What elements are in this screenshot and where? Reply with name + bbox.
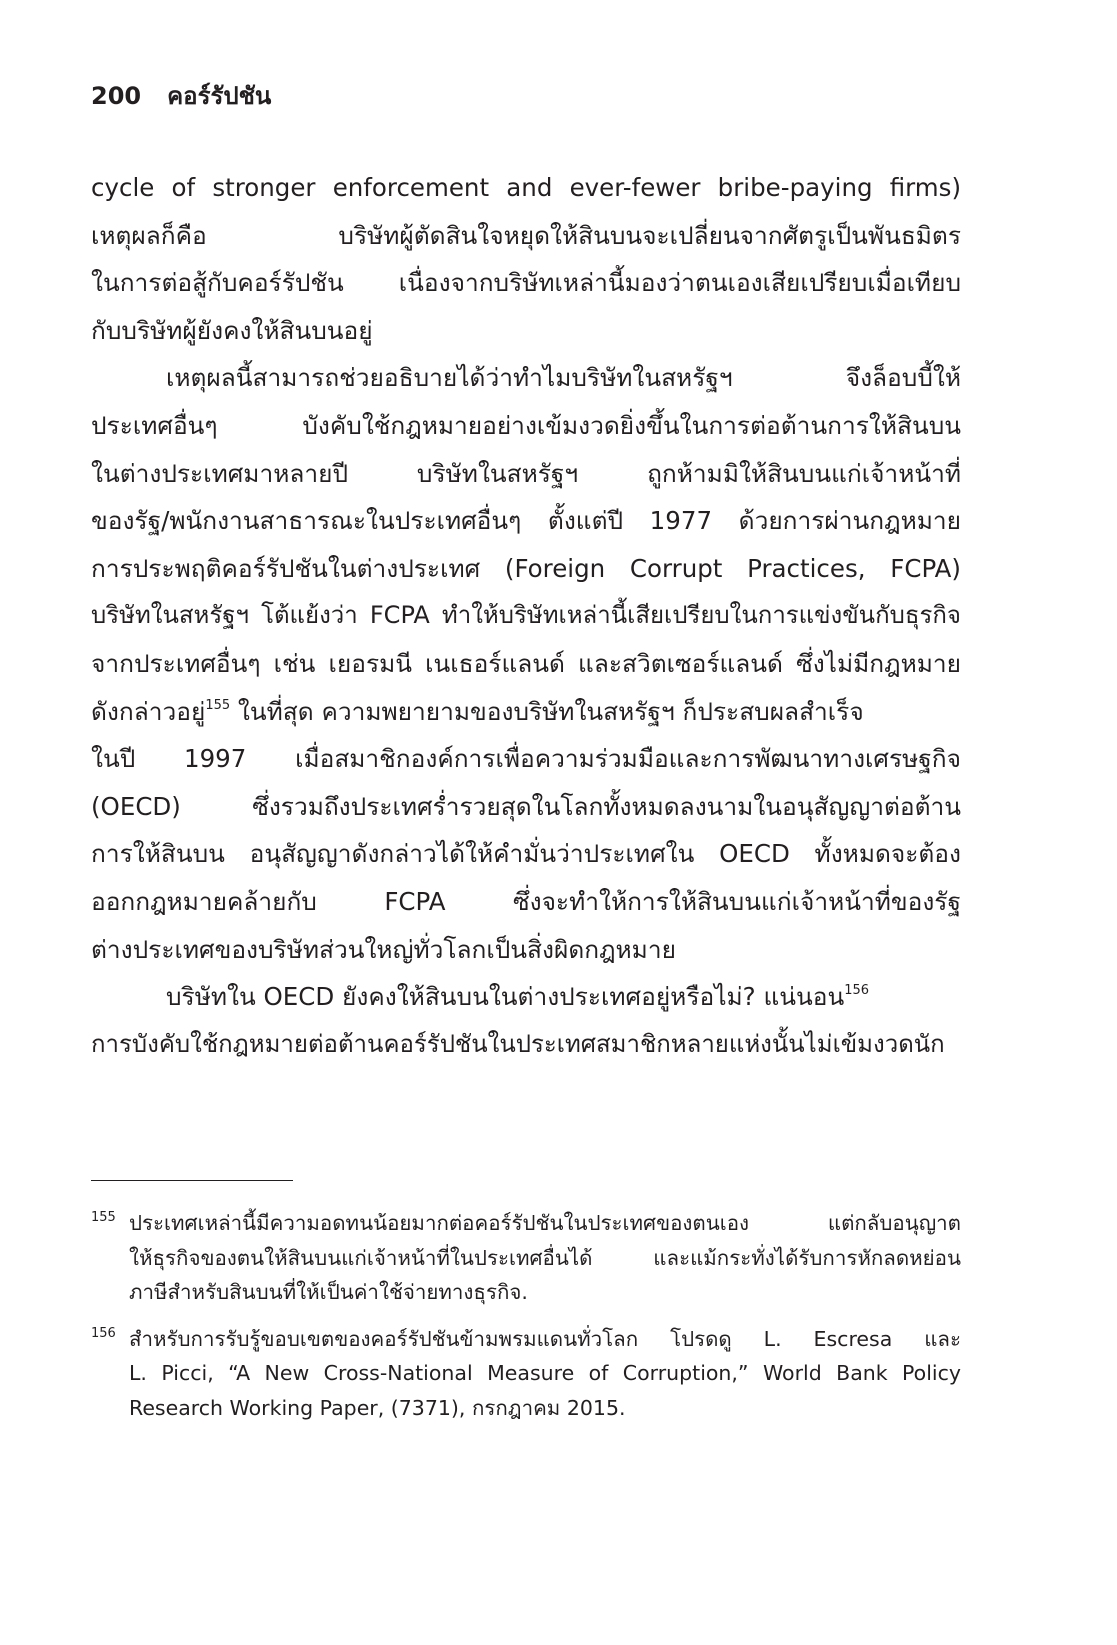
body-line: ในการต่อสู้กับคอร์รัปชัน เนื่องจากบริษัทเหล่านี้มองว่าตนเองเสียเปรียบเมื่อเทียบ: [91, 268, 961, 298]
footnotes: [91, 1206, 961, 1437]
body-line: ของรัฐ/พนักงานสาธารณะในประเทศอื่นๆ ตั้งแต่ปี 1977 ด้วยการผ่านกฎหมาย: [91, 506, 961, 536]
running-title: คอร์รัปชัน: [167, 82, 272, 110]
body-line: การบังคับใช้กฎหมายต่อต้านคอร์รัปชันในประเทศสมาชิกหลายแห่งนั้นไม่เข้มงวดนัก: [91, 1029, 945, 1058]
body-line: [91, 973, 961, 1021]
footnote-line: สำหรับการรับรู้ขอบเขตของคอร์รัปชันข้ามพรมแดนทั่วโลก โปรดดู L. Escresa และ: [129, 1326, 961, 1351]
body-line: กับบริษัทผู้ยังคงให้สินบนอยู่: [91, 315, 373, 345]
body-line: cycle of stronger enforcement and ever-fewer bribe-paying firms): [91, 173, 961, 202]
footnote-156: [91, 1322, 961, 1426]
body-line: การให้สินบน อนุสัญญาดังกล่าวได้ให้คำมั่นว่าประเทศใน OECD ทั้งหมดจะต้อง: [91, 839, 961, 869]
footnote-number: 155: [91, 1210, 116, 1225]
body-text-segment: บริษัทใน OECD ยังคงให้สินบนในต่างประเทศอยู่หรือไม่? แน่นอน: [166, 982, 845, 1012]
footnote-divider: [91, 1180, 293, 1181]
footnote-line: ให้ธุรกิจของตนให้สินบนแก่เจ้าหน้าที่ในประเทศอื่นได้ และแม้กระทั่งได้รับการหักลดหย่อน: [129, 1245, 961, 1270]
running-header: [91, 78, 271, 114]
body-line: การประพฤติคอร์รัปชันในต่างประเทศ (Foreign Corrupt Practices, FCPA): [91, 553, 961, 583]
footnote-line: Research Working Paper, (7371), กรกฎาคม 2015.: [129, 1395, 626, 1420]
footnote-155: [91, 1206, 961, 1310]
body-line: บริษัทในสหรัฐฯ โต้แย้งว่า FCPA ทำให้บริษัทเหล่านี้เสียเปรียบในการแข่งขันกับธุรกิจ: [91, 601, 961, 630]
body-line: ออกกฎหมายคล้ายกับ FCPA ซึ่งจะทำให้การให้สินบนแก่เจ้าหน้าที่ของรัฐ: [91, 886, 961, 916]
footnote-ref[interactable]: 155: [205, 697, 231, 713]
footnote-number: 156: [91, 1325, 116, 1341]
body-line: จากประเทศอื่นๆ เช่น เยอรมนี เนเธอร์แลนด์ และสวิตเซอร์แลนด์ ซึ่งไม่มีกฎหมาย: [91, 648, 961, 678]
footnote-line: L. Picci, “A New Cross-National Measure of Corruption,” World Bank Policy: [129, 1361, 961, 1385]
footnote-line: ภาษีสำหรับสินบนที่ให้เป็นค่าใช้จ่ายทางธุรกิจ.: [129, 1280, 528, 1304]
footnote-line: ประเทศเหล่านี้มีความอดทนน้อยมากต่อคอร์รัปชันในประเทศของตนเอง แต่กลับอนุญาต: [129, 1211, 961, 1235]
body-text-segment: ดังกล่าวอยู่: [91, 696, 206, 726]
page-number: 200: [91, 82, 142, 110]
body-line: ต่างประเทศของบริษัทส่วนใหญ่ทั่วโลกเป็นสิ่งผิดกฎหมาย: [91, 934, 676, 964]
body-line: เหตุผลก็คือ บริษัทผู้ตัดสินใจหยุดให้สินบนจะเปลี่ยนจากศัตรูเป็นพันธมิตร: [91, 220, 961, 250]
body-line: [91, 688, 961, 736]
body-line: ในต่างประเทศมาหลายปี บริษัทในสหรัฐฯ ถูกห้ามมิให้สินบนแก่เจ้าหน้าที่: [91, 458, 961, 488]
body-text-segment: ในที่สุด ความพยายามของบริษัทในสหรัฐฯ ก็ประสบผลสำเร็จ: [230, 696, 864, 726]
body-line: ประเทศอื่นๆ บังคับใช้กฎหมายอย่างเข้มงวดยิ่งขึ้นในการต่อต้านการให้สินบน: [91, 410, 961, 440]
footnote-ref[interactable]: 156: [844, 983, 870, 999]
body-line: เหตุผลนี้สามารถช่วยอธิบายได้ว่าทำไมบริษัทในสหรัฐฯ จึงล็อบบี้ให้: [166, 363, 961, 393]
body-line: ในปี 1997 เมื่อสมาชิกองค์การเพื่อความร่วมมือและการพัฒนาทางเศรษฐกิจ: [91, 744, 961, 774]
body-text: [91, 164, 961, 1068]
body-line: (OECD) ซึ่งรวมถึงประเทศร่ำรวยสุดในโลกทั้งหมดลงนามในอนุสัญญาต่อต้าน: [91, 791, 961, 821]
